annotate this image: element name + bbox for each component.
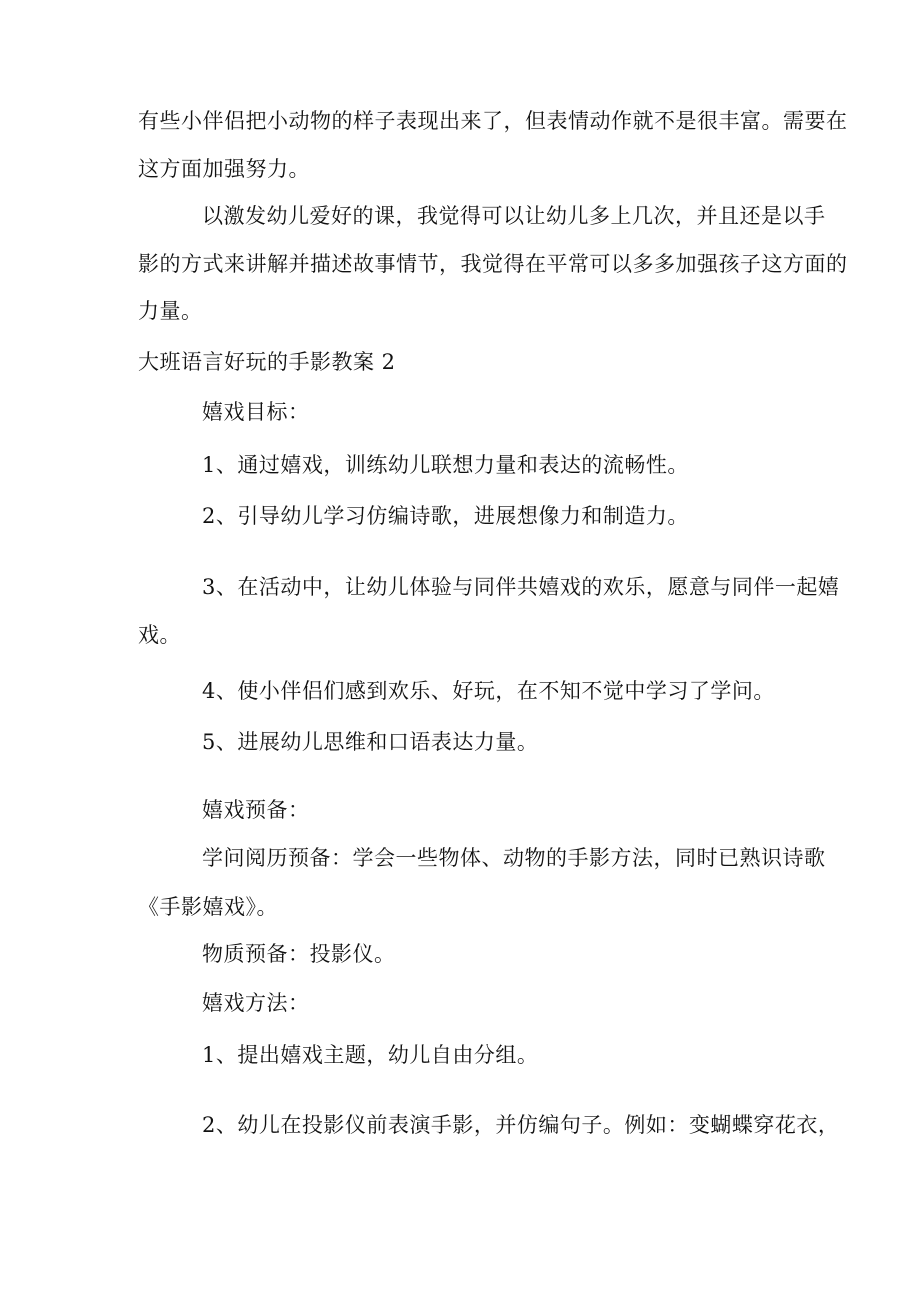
goal-item: 3、在活动中，让幼儿体验与同伴共嬉戏的欢乐，愿意与同伴一起嬉 (202, 575, 840, 599)
goal-item: 4、使小伴侣们感到欢乐、好玩，在不知不觉中学习了学问。 (202, 679, 775, 703)
paragraph-line: 以激发幼儿爱好的课，我觉得可以让幼儿多上几次，并且还是以手 (202, 204, 826, 228)
prep-item: 学问阅历预备：学会一些物体、动物的手影方法，同时已熟识诗歌 (202, 846, 826, 870)
paragraph-line: 力量。 (138, 299, 203, 323)
prep-item-continuation: 《手影嬉戏》。 (138, 895, 278, 919)
prep-title: 嬉戏预备： (202, 798, 310, 822)
paragraph-line: 有些小伴侣把小动物的样子表现出来了，但表情动作就不是很丰富。需要在 (138, 109, 848, 133)
goal-item: 5、进展幼儿思维和口语表达力量。 (202, 730, 539, 754)
method-item: 1、提出嬉戏主题，幼儿自由分组。 (202, 1043, 539, 1067)
paragraph-line: 这方面加强努力。 (138, 157, 310, 181)
paragraph-line: 影的方式来讲解并描述故事情节，我觉得在平常可以多多加强孩子这方面的 (138, 252, 848, 276)
goal-item-continuation: 戏。 (138, 623, 181, 647)
section-heading: 大班语言好玩的手影教案 2 (138, 350, 396, 374)
goal-title: 嬉戏目标： (202, 400, 310, 424)
method-item: 2、幼儿在投影仪前表演手影，并仿编句子。例如：变蝴蝶穿花衣， (202, 1113, 840, 1137)
goal-item: 1、通过嬉戏，训练幼儿联想力量和表达的流畅性。 (202, 453, 689, 477)
goal-item: 2、引导幼儿学习仿编诗歌，进展想像力和制造力。 (202, 504, 689, 528)
prep-item: 物质预备：投影仪。 (202, 942, 396, 966)
method-title: 嬉戏方法： (202, 991, 310, 1015)
